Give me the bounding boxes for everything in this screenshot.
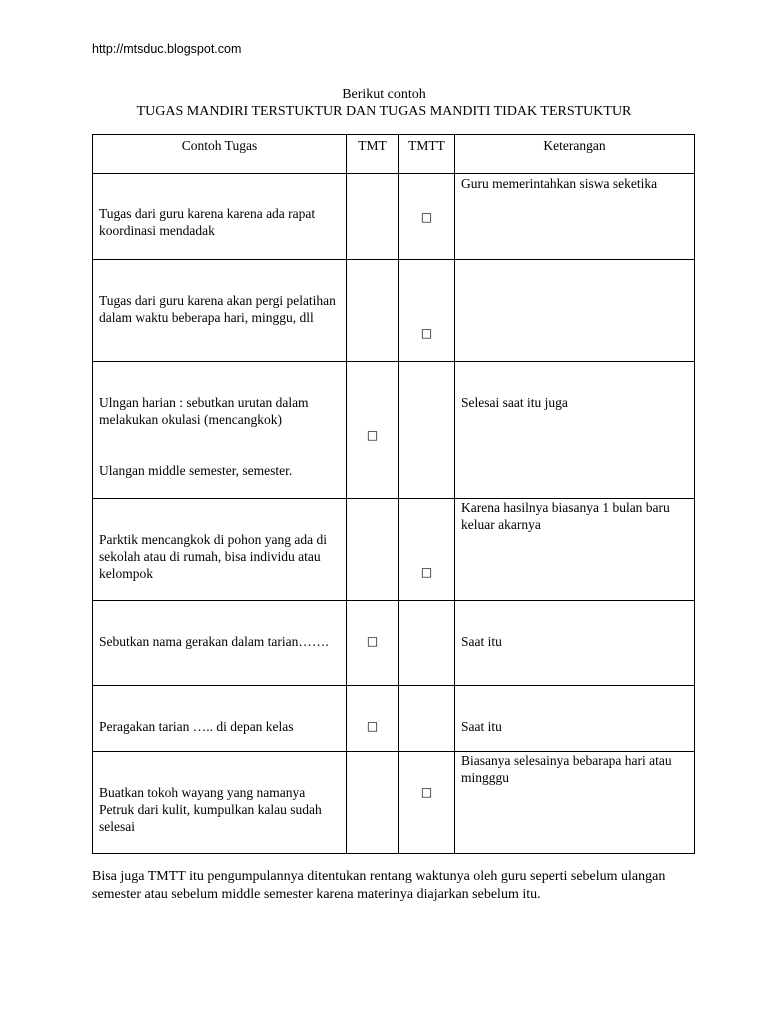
source-url: http://mtsduc.blogspot.com [92, 42, 242, 56]
tmt-cell [347, 686, 399, 752]
table-row [93, 499, 695, 601]
task-text: Peragakan tarian ….. di depan kelas [99, 719, 294, 734]
note-text: Guru memerintahkan siswa seketika [461, 176, 658, 191]
note-text: Saat itu [461, 634, 502, 649]
task-text-extra: Ulangan middle semester, semester. [99, 463, 293, 478]
task-cell [93, 260, 347, 362]
tmtt-checkbox-icon: □ [420, 785, 433, 799]
tmtt-cell [399, 601, 455, 686]
tmtt-cell [399, 499, 455, 601]
tmt-cell [347, 362, 399, 499]
tmt-cell [347, 260, 399, 362]
table-row [93, 362, 695, 499]
task-text: Buatkan tokoh wayang yang namanya Petruk dari kulit, kumpulkan kalau sudah selesai [99, 785, 322, 834]
task-text: Ulngan harian : sebutkan urutan dalam melakukan okulasi (mencangkok) [99, 395, 309, 427]
task-cell [93, 362, 347, 499]
note-cell [455, 601, 695, 686]
task-cell [93, 174, 347, 260]
note-cell [455, 499, 695, 601]
tmt-cell [347, 601, 399, 686]
note-cell [455, 260, 695, 362]
note-cell [455, 174, 695, 260]
task-cell [93, 752, 347, 854]
task-text: Parktik mencangkok di pohon yang ada di sekolah atau di rumah, bisa individu atau kelompok [99, 532, 327, 581]
header-tmt: TMT [347, 135, 399, 174]
table-row [93, 601, 695, 686]
note-cell [455, 362, 695, 499]
header-tmtt: TMTT [399, 135, 455, 174]
tmtt-cell [399, 752, 455, 854]
tmt-checkbox-icon: □ [366, 719, 379, 733]
footer-paragraph: Bisa juga TMTT itu pengumpulannya ditentukan rentang waktunya oleh guru seperti sebelum ulangan semester atau sebelum middle semester karena materinya diajarkan sebelum itu. [92, 869, 666, 902]
task-text: Tugas dari guru karena akan pergi pelatihan dalam waktu beberapa hari, minggu, dll [99, 293, 336, 325]
table-row [93, 752, 695, 854]
tmt-cell [347, 174, 399, 260]
note-text: Saat itu [461, 719, 502, 734]
task-text: Sebutkan nama gerakan dalam tarian……. [99, 634, 329, 649]
tmt-checkbox-icon: □ [366, 634, 379, 648]
task-table [92, 134, 695, 854]
note-text: Selesai saat itu juga [461, 395, 568, 410]
header-contoh-tugas: Contoh Tugas [93, 135, 347, 174]
tmtt-cell [399, 686, 455, 752]
task-cell [93, 686, 347, 752]
tmt-checkbox-icon: □ [366, 428, 379, 442]
tmtt-checkbox-icon: □ [420, 210, 433, 224]
tmtt-cell [399, 174, 455, 260]
task-cell [93, 601, 347, 686]
note-cell [455, 752, 695, 854]
page-title: TUGAS MANDIRI TERSTUKTUR DAN TUGAS MANDITI TIDAK TERSTUKTUR [136, 104, 632, 119]
tmtt-cell [399, 260, 455, 362]
note-cell [455, 686, 695, 752]
note-text: Karena hasilnya biasanya 1 bulan baru keluar akarnya [461, 500, 670, 532]
task-text: Tugas dari guru karena karena ada rapat koordinasi mendadak [99, 206, 316, 238]
table-header-row [93, 135, 695, 174]
table-row [93, 174, 695, 260]
note-text: Biasanya selesainya bebarapa hari atau mingggu [461, 753, 672, 785]
tmtt-checkbox-icon: □ [420, 565, 433, 579]
header-keterangan: Keterangan [455, 135, 695, 174]
tmt-cell [347, 499, 399, 601]
tmt-cell [347, 752, 399, 854]
tmtt-checkbox-icon: □ [420, 326, 433, 340]
table-row [93, 260, 695, 362]
task-cell [93, 499, 347, 601]
table-row [93, 686, 695, 752]
tmtt-cell [399, 362, 455, 499]
heading-intro: Berikut contoh [342, 87, 426, 102]
